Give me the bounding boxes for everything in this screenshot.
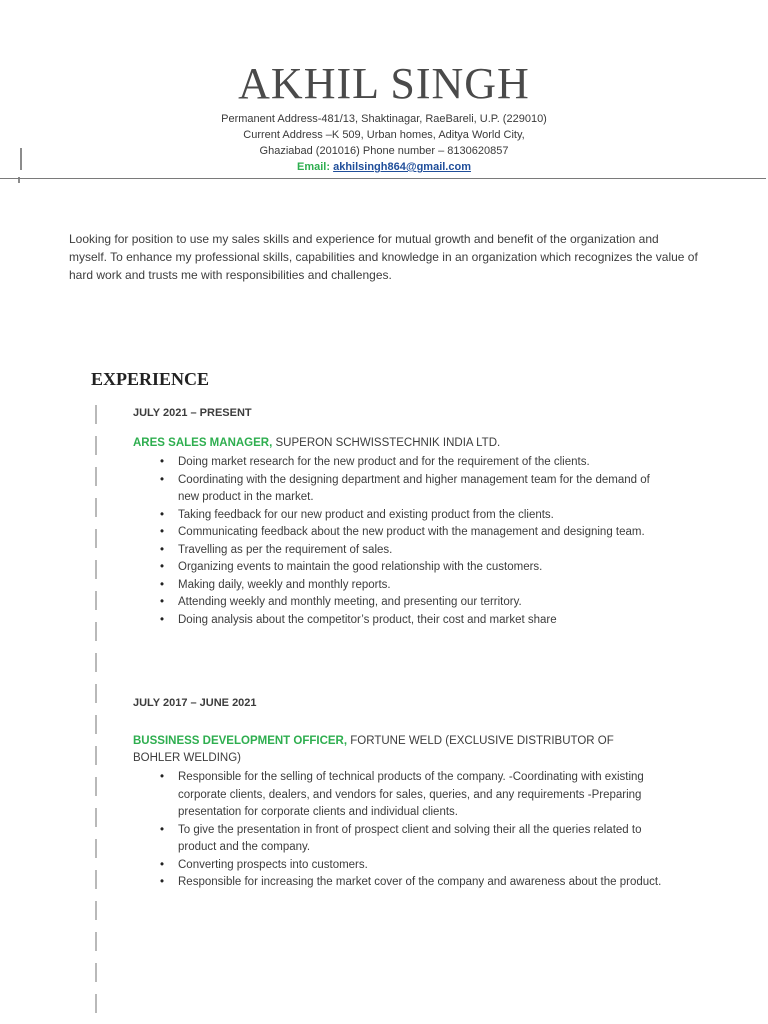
list-item: • Organizing events to maintain the good relationship with the customers. [160,559,665,577]
job-company: SUPERON SCHWISSTECHNIK INDIA LTD. [275,437,501,449]
candidate-name: AKHIL SINGH [238,59,530,108]
address-line-city-phone: Ghaziabad (201016) Phone number – 8130620857 [259,145,509,157]
list-item: • Doing market research for the new product and for the requirement of the clients. [160,454,665,472]
job-responsibilities [160,454,665,629]
list-item: • Converting prospects into customers. [160,857,665,875]
list-item: • Making daily, weekly and monthly reports. [160,577,665,595]
list-item: • To give the presentation in front of prospect client and solving their all the queries related to product and the company. [160,822,665,857]
job-role [133,435,663,452]
list-item: • Responsible for the selling of technical products of the company. -Coordinating with existing corporate clients, dealers, and vendors for sales, queries, and any requirements -Preparing presentation for corporate clients and individual clients. [160,769,665,822]
job-title: ARES SALES MANAGER, [133,437,273,449]
list-item: • Coordinating with the designing department and higher management team for the demand of new product in the market. [160,472,665,507]
email-line [0,159,768,175]
job-title: BUSSINESS DEVELOPMENT OFFICER, [133,735,348,747]
list-item: • Responsible for increasing the market cover of the company and awareness about the product. [160,874,665,892]
address-line-permanent: Permanent Address-481/13, Shaktinagar, RaeBareli, U.P. (229010) [221,113,547,125]
list-item: • Travelling as per the requirement of sales. [160,542,665,560]
job-dates: JULY 2021 – PRESENT [133,407,252,419]
experience-heading: EXPERIENCE [91,369,210,389]
job-responsibilities [160,769,665,892]
address-line-current: Current Address –K 509, Urban homes, Aditya World City, [243,129,525,141]
header-divider [0,178,766,179]
job-company: FORTUNE WELD (EXCLUSIVE DISTRIBUTOR OF BOHLER WELDING) [133,735,614,764]
list-item: • Doing analysis about the competitor’s product, their cost and market share [160,612,665,630]
list-item: • Attending weekly and monthly meeting, and presenting our territory. [160,594,665,612]
job-role [133,733,663,767]
objective-paragraph: Looking for position to use my sales skills and experience for mutual growth and benefit of the organization and myself. To enhance my professional skills, capabilities and knowledge in an organization which recognizes the value of hard work and trusts me with responsibilities and challenges. [69,232,698,282]
list-item: • Taking feedback for our new product and existing product from the clients. [160,507,665,525]
job-dates: JULY 2017 – JUNE 2021 [133,697,257,709]
email-link[interactable]: akhilsingh864@gmail.com [333,161,471,173]
email-label: Email: [297,161,331,173]
list-item: • Communicating feedback about the new product with the management and designing team. [160,524,665,542]
